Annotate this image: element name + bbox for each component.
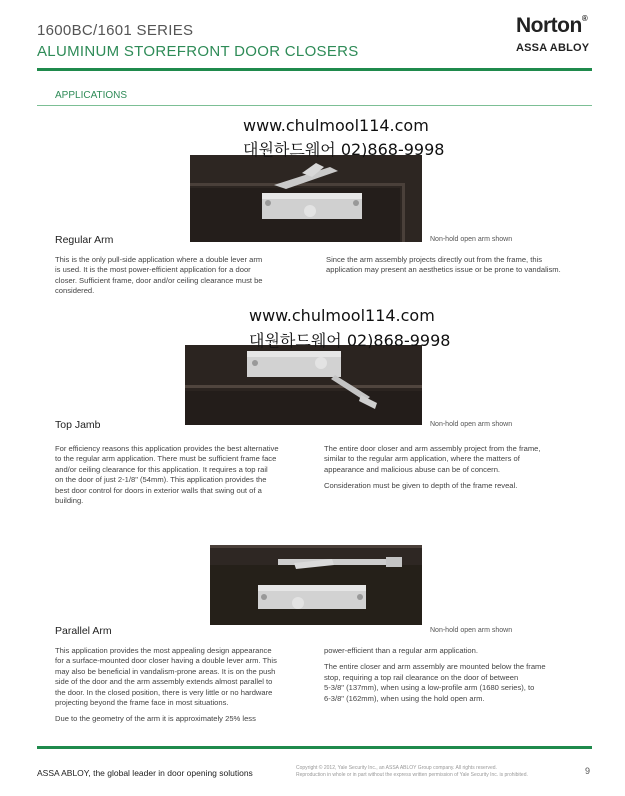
text-line: This application provides the most appealing design appearance: [55, 646, 272, 655]
watermark-url: www.chulmool114.com: [243, 116, 429, 135]
section-title: APPLICATIONS: [55, 90, 128, 101]
page-number: 9: [585, 766, 591, 776]
text-line: For efficiency reasons this application provides the best alternative: [55, 444, 279, 453]
footer-tagline: ASSA ABLOY, the global leader in door opening solutions: [37, 768, 253, 778]
text-line: and/or ceiling clearance for this application. It requires a top rail: [55, 464, 268, 474]
paragraph-right: [324, 646, 592, 704]
paragraph-left: [55, 255, 310, 297]
image-caption: Non-hold open arm shown: [430, 236, 513, 243]
text-line: Since the arm assembly projects directly out from the frame, this: [326, 255, 543, 264]
footer-rule: [37, 746, 592, 749]
brand-logo: Norton®: [516, 14, 588, 37]
top-jamb-photo: [185, 345, 422, 425]
paragraph-right: [324, 444, 592, 492]
watermark-phone: 대원하드웨어 02)868-9998: [249, 331, 451, 350]
text-line: The entire door closer and arm assembly project from the frame,: [324, 444, 541, 453]
text-line: side of the door and the arm assembly extends almost parallel to: [55, 677, 273, 687]
text-line: 6-3/8" (162mm), when using the hold open arm.: [324, 693, 485, 703]
copyright-notice: [296, 765, 546, 779]
application-title: Parallel Arm: [55, 625, 112, 637]
text-line: projecting beyond the frame face in most situations.: [55, 698, 229, 708]
watermark-phone: 대원하드웨어 02)868-9998: [243, 140, 445, 159]
header-rule: [37, 68, 592, 71]
text-line: on the door of just 2-1/8" (54mm). This application provides the: [55, 475, 267, 485]
document-subtitle: ALUMINUM STOREFRONT DOOR CLOSERS: [37, 43, 359, 60]
text-line: The entire closer and arm assembly are mounted below the frame: [324, 662, 546, 672]
series-title: 1600BC/1601 SERIES: [37, 22, 194, 39]
paragraph-right: [326, 255, 591, 276]
text-line: for a surface-mounted door closer having a double lever arm. This: [55, 656, 277, 666]
text-line: stop, requiring a top rail clearance on the door of between: [324, 672, 519, 682]
text-line: application may present an aesthetics issue or be prone to vandalism.: [326, 265, 561, 275]
parallel-arm-photo: [210, 545, 422, 625]
brand-parent-logo: ASSA ABLOY: [516, 42, 590, 54]
text-line: appearance and malicious abuse can be of concern.: [324, 464, 501, 474]
text-line: power-efficient than a regular arm application.: [324, 646, 478, 655]
copyright-line: Reproduction in whole or in part without the express written permission of Yale Security Inc. is prohibited.: [296, 772, 528, 778]
text-line: is used. It is the most power-efficient application for a door: [55, 265, 251, 275]
text-line: building.: [55, 496, 84, 506]
text-line: similar to the regular arm application, where the matters of: [324, 454, 520, 464]
image-caption: Non-hold open arm shown: [430, 627, 513, 634]
section-rule: [37, 105, 592, 106]
copyright-line: Copyright © 2012, Yale Security Inc., an ASSA ABLOY Group company. All rights reserved.: [296, 765, 497, 771]
watermark-url: www.chulmool114.com: [249, 306, 435, 325]
application-title: Regular Arm: [55, 234, 114, 246]
text-line: the door. In the closed position, there is very little or no hardware: [55, 687, 273, 697]
regular-arm-photo: [190, 155, 422, 242]
paragraph-left: [55, 646, 320, 725]
text-line: closer. Sufficient frame, door and/or ceiling clearance must be: [55, 275, 263, 285]
image-caption: Non-hold open arm shown: [430, 421, 513, 428]
text-line: considered.: [55, 286, 95, 296]
text-line: This is the only pull-side application where a double lever arm: [55, 255, 263, 264]
application-title: Top Jamb: [55, 419, 101, 431]
paragraph-left: [55, 444, 320, 506]
text-line: Consideration must be given to depth of the frame reveal.: [324, 481, 518, 491]
text-line: best door control for doors in exterior walls that swing out of a: [55, 485, 262, 495]
text-line: may also be beneficial in vandalism-prone areas. It is on the push: [55, 666, 276, 676]
text-line: to the regular arm application. There must be sufficient frame face: [55, 454, 277, 464]
text-line: 5-3/8" (137mm), when using a low-profile arm (1680 series), to: [324, 683, 535, 693]
text-line: Due to the geometry of the arm it is approximately 25% less: [55, 714, 256, 724]
